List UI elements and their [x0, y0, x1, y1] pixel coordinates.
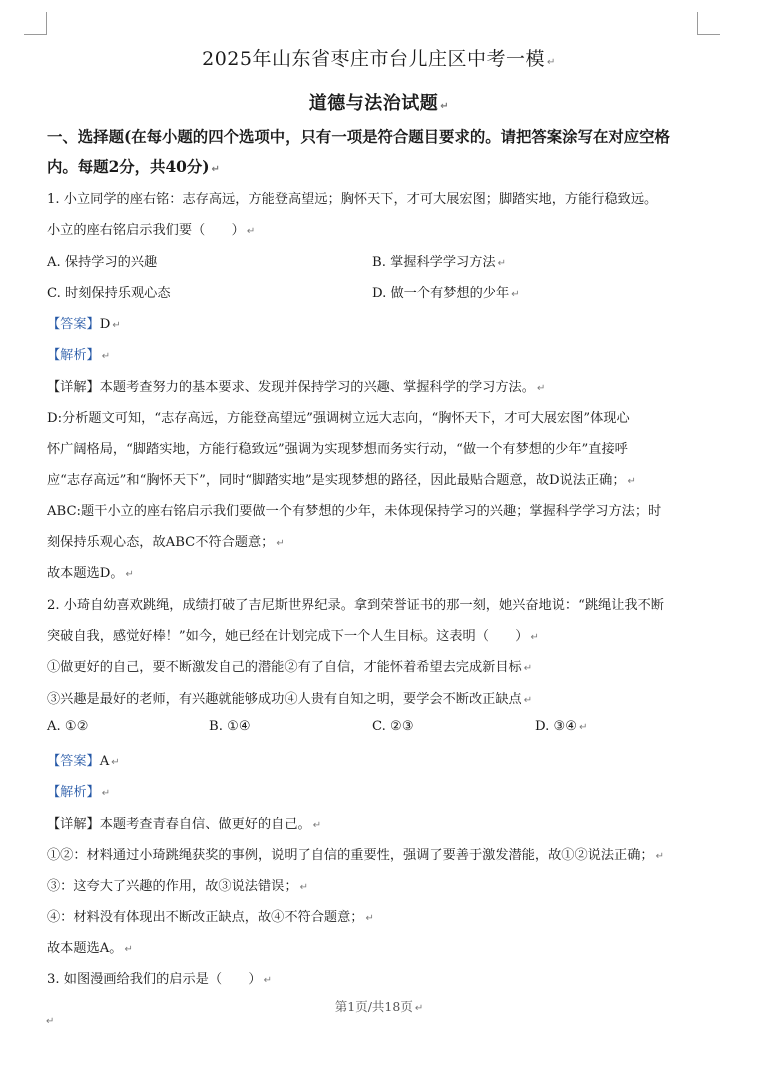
q1-explanation: 应“志存高远”和“胸怀天下”，同时“脚踏实地”是实现梦想的路径，因此最贴合题意，故D说法正确； ↵ [47, 473, 636, 488]
paragraph-mark: ↵ [46, 1016, 55, 1027]
q2-statements: ③兴趣是最好的老师，有兴趣就能够成功④人贵有自知之明，要学会不断改正缺点 ↵ [47, 692, 533, 707]
q2-detail: 【详解】本题考查青春自信、做更好的自己。 ↵ [47, 817, 322, 832]
q1-explanation: D:分析题文可知，“志存高远，方能登高望远”强调树立远大志向，“胸怀天下，才可大展宏图”体现心 [47, 411, 630, 426]
q2-conclusion: 故本题选A。 ↵ [47, 941, 133, 956]
q1-option-d: D. 做一个有梦想的少年 ↵ [372, 286, 520, 301]
q1-option-a: A. 保持学习的兴趣 [47, 255, 158, 270]
q1-explanation: 怀广阔格局，“脚踏实地，方能行稳致远”强调为实现梦想而务实行动，“做一个有梦想的少年”直接呼 [47, 442, 628, 457]
q2-stem: 2. 小琦自幼喜欢跳绳，成绩打破了吉尼斯世界纪录。拿到荣誉证书的那一刻，她兴奋地说：“跳绳让我不断 [47, 598, 664, 613]
section-heading: 一、选择题(在每小题的四个选项中，只有一项是符合题目要求的。请把答案涂写在对应空格 [47, 128, 670, 146]
q1-stem: 1. 小立同学的座右铭：志存高远，方能登高望远；胸怀天下，才可大展宏图；脚踏实地，方能行稳致远。 [47, 192, 658, 207]
q1-explanation: 刻保持乐观心态，故ABC不符合题意； ↵ [47, 535, 285, 550]
q2-statements: ①做更好的自己，要不断激发自己的潜能②有了自信，才能怀着希望去完成新目标 ↵ [47, 660, 533, 675]
q2-explanation: ①②：材料通过小琦跳绳获奖的事例，说明了自信的重要性，强调了要善于激发潜能，故①②说法正确； ↵ [47, 848, 665, 863]
q3-stem: 3. 如图漫画给我们的启示是（ ） ↵ [47, 972, 272, 987]
q1-answer: 【答案】D ↵ [47, 317, 121, 332]
q1-conclusion: 故本题选D。 ↵ [47, 566, 134, 581]
crop-mark-top-left [24, 12, 47, 35]
q1-detail: 【详解】本题考查努力的基本要求、发现并保持学习的兴趣、掌握科学的学习方法。 ↵ [47, 380, 546, 395]
q1-option-c: C. 时刻保持乐观心态 [47, 286, 171, 301]
q2-option-d: D. ③④ ↵ [535, 719, 588, 734]
q1-stem-cont: 小立的座右铭启示我们要（ ） ↵ [47, 223, 256, 238]
q2-option-c: C. ②③ [372, 719, 414, 734]
q1-analysis-label: 【解析】 ↵ [47, 348, 111, 363]
q2-stem-cont: 突破自我，感觉好棒！”如今，她已经在计划完成下一个人生目标。这表明（ ） ↵ [47, 629, 539, 644]
q1-explanation: ABC:题干小立的座右铭启示我们要做一个有梦想的少年，未体现保持学习的兴趣；掌握科学学习方法；时 [47, 504, 662, 519]
q1-option-b: B. 掌握科学学习方法 ↵ [372, 255, 506, 270]
q2-explanation: ④：材料没有体现出不断改正缺点，故④不符合题意； ↵ [47, 910, 374, 925]
crop-mark-top-right [697, 12, 720, 35]
exam-title: 2025年山东省枣庄市台儿庄区中考一模 ↵ [202, 48, 556, 70]
q2-option-a: A. ①② [47, 719, 89, 734]
q2-option-b: B. ①④ [209, 719, 251, 734]
q2-explanation: ③：这夸大了兴趣的作用，故③说法错误； ↵ [47, 879, 308, 894]
section-heading-cont: 内。每题2分，共40分) ↵ [47, 158, 220, 176]
q2-analysis-label: 【解析】 ↵ [47, 785, 111, 800]
exam-subtitle: 道德与法治试题 ↵ [308, 93, 450, 114]
q2-answer: 【答案】A ↵ [47, 754, 120, 769]
page-footer: 第1页/共18页 ↵ [334, 999, 424, 1014]
